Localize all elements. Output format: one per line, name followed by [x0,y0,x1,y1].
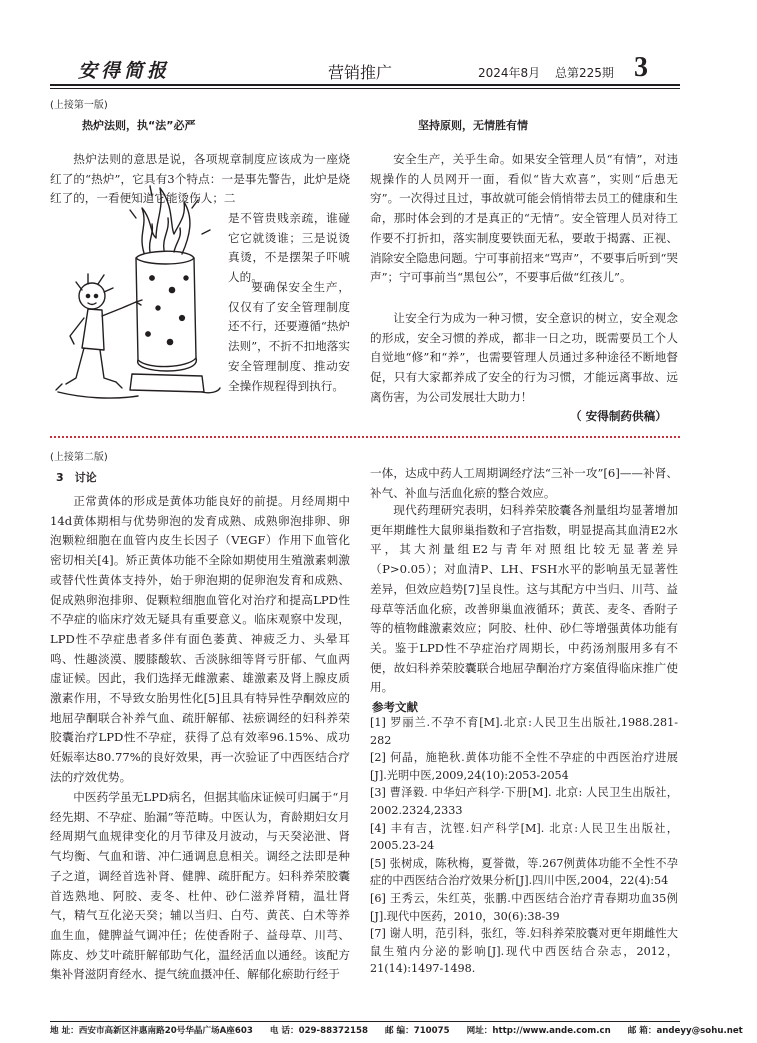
page-number: 3 [634,52,648,83]
reference-item: [6] 王秀云，朱红英，张鹏.中西医结合治疗青春期功血35例[J].现代中医药，2010，30(6):38-39 [370,891,678,923]
left-article-title: 热炉法则，执“法”必严 [82,119,196,132]
right-article-para1: 安全生产，关乎生命。如果安全管理人员“有情”，对违规操作的人员网开一面，看似“皆大欢喜”，实则“后患无穷”。一次得过且过，事故就可能会悄悄带去员工的健康和生命，那时体会到的才是真正的“无情”。安全管理人员对待工作要不打折扣，落实制度要铁面无私，要敢于揭露、正视、消除安全隐患问题。宁可事前招来“骂声”，不要事后听到“哭声”；宁可事前当“黑包公”，不要事后做“红孩儿”。 [370,152,678,285]
footer-address: 地 址：西安市高新区沣惠南路20号华晶广场A座603 [50,1026,253,1036]
references-title: 参考文献 [372,700,418,714]
newspaper-name: 安得简报 [78,60,171,82]
reference-item: [7] 谢人明，范引科，张红，等.妇科养荣胶囊对更年期雌性大鼠生殖内分泌的影响[J].现代中西医结合杂志，2012，21(14):1497-1498. [370,927,678,976]
issue-number: 总第225期 [555,66,614,80]
left-article-para2: 要确保安全生产，仅仅有了安全管理制度还不行，还要遵循“热炉法则”，不折不扣地落实安全管理制度、推动安全操作规程得到执行。 [228,280,350,393]
footer-phone: 电 话：029-88372158 [269,1026,368,1036]
footer [50,1024,743,1036]
left-article-para1-side: 是不管贵贱亲疏，谁碰它它就烫谁；三是说烫真烫，不是摆架子吓唬人的。 [228,211,350,285]
header-rule [50,84,680,86]
discussion-para1: 正常黄体的形成是黄体功能良好的前提。月经周期中14d黄体期相与优势卵泡的发育成熟、成熟卵泡排卵、卵泡颗粒细胞在血管内皮生长因子（VEGF）作用下血管化密切相关[4]。矫正黄体功能不全除如期使用生殖激素刺激或替代性黄体支持外，始于卵泡期的促卵泡发育和成熟、促成熟卵泡排卵、促颗粒细胞血管化对治疗和提高LPD性不孕症的临床疗效无疑具有重要意义。临床观察中发现，LPD性不孕症患者多伴有面色萎黄、神疲乏力、头晕耳鸣、性趣淡漠、腰膝酸软、舌淡脉细等肾亏肝郁、气血两虚证候。因此，我们选择无雌激素、雄激素及肾上腺皮质激素作用，不导致女胎男性化[5]且具有特异性孕酮效应的地屈孕酮联合补养气血、疏肝解郁、祛瘀调经的妇科养荣胶囊治疗LPD性不孕症，获得了总有效率96.15%、成功妊娠率达80.77%的良好效果，再一次验证了中西医结合疗法的疗效优势。 [50,494,350,784]
discussion-para2: 中医药学虽无LPD病名，但据其临床证候可归属于“月经先期、不孕症、胎漏”等范畴。中医认为，育龄期妇女月经周期气血规律变化的月节律及月波动，与天癸泌泄、肾气均衡、气血和谐、冲仁通调息息相关。调经之法即是种子之道，调经首选补肾、健脾、疏肝配方。妇科养荣胶囊首选熟地、阿胶、麦冬、杜仲、砂仁滋养肾精，温壮肾气，精气互化泌天癸；辅以当归、白芍、黄芪、白术等养血生血，健脾益气调冲任；佐使香附子、益母草、川芎、陈皮、炒艾叶疏肝解郁助气化，温经活血以通经。该配方集补肾滋阴育经水、提气统血摄冲任、解郁化瘀助行经于 [50,790,350,982]
right-article-byline: （ 安得制药供稿） [570,409,667,423]
discussion-para-continued: 一体，达成中药人工周期调经疗法“三补一攻”[6]——补肾、补气、补血与活血化瘀的整合效应。 [370,466,678,500]
section-divider [50,436,680,438]
continued-note-top: (上接第一版) [50,100,108,111]
footer-email[interactable]: 邮 箱：andeyy@sohu.net [627,1026,743,1036]
footer-rule [50,1021,680,1022]
left-article-para1: 热炉法则的意思是说，各项规章制度应该成为一座烧红了的“热炉”，它具有3个特点：一是事先警告，此炉是烧红了的，一看便知道它能烫伤人；二 [50,152,350,206]
references-list [370,714,678,978]
continued-note-bottom: (上接第二版) [50,452,108,463]
section-title: 营销推广 [328,63,393,82]
hot-stove-illustration [52,178,224,418]
reference-item: [5] 张树成，陈秋梅，夏誉微，等.267例黄体功能不全性不孕症的中西医结合治疗效果分析[J].四川中医,2004，22(4):54 [370,856,678,888]
footer-postcode: 邮 编：710075 [384,1026,450,1036]
header-rule-thin [50,88,680,89]
pharmacology-para: 现代药理研究表明，妇科养荣胶囊各剂量组均显著增加更年期雌性大鼠卵巢指数和子宫指数，明显提高其血清E2水平，其大剂量组E2与青年对照组比较无显著差异（P>0.05）；对血清P、LH、FSH水平的影响虽无显著性差异，但效应趋势[7]呈良性。这与其配方中当归、川芎、益母草等活血化瘀，改善卵巢血液循环；黄芪、麦冬、香附子等的植物雌激素效应；阿胶、杜仲、砂仁等增强黄体功能有关。鉴于LPD性不孕症治疗周期长，中药汤剂服用多有不便，故妇科养荣胶囊联合地屈孕酮治疗方案值得临床推广使用。 [370,503,678,695]
reference-item: [4] 丰有吉，沈铿.妇产科学[M]. 北京:人民卫生出版社，2005.23-24 [370,821,678,853]
reference-item: [2] 何晶，施艳秋.黄体功能不全性不孕症的中西医治疗进展[J].光明中医,2009,24(10):2053-2054 [370,751,678,782]
discussion-heading: 3 讨论 [56,471,97,484]
reference-item: [3] 曹泽毅. 中华妇产科学·下册[M]. 北京: 人民卫生出版社，2002.2324,2333 [370,786,678,817]
footer-website[interactable]: 网址：http://www.ande.com.cn [466,1026,611,1036]
reference-item: [1] 罗丽兰.不孕不育[M].北京:人民卫生出版社,1988.281-282 [370,716,678,747]
right-article-para2: 让安全行为成为一种习惯，安全意识的树立，安全观念的形成，安全习惯的养成，都非一日之功，既需要员工个人自觉地“修”和“养”，也需要管理人员通过多种途径不断地督促，只有大家都养成了安全的行为习惯，才能远离事故、远离伤害，为公司发展壮大助力！ [370,311,678,404]
issue-date: 2024年8月 [478,66,541,80]
right-article-title: 坚持原则，无情胜有情 [418,119,528,132]
